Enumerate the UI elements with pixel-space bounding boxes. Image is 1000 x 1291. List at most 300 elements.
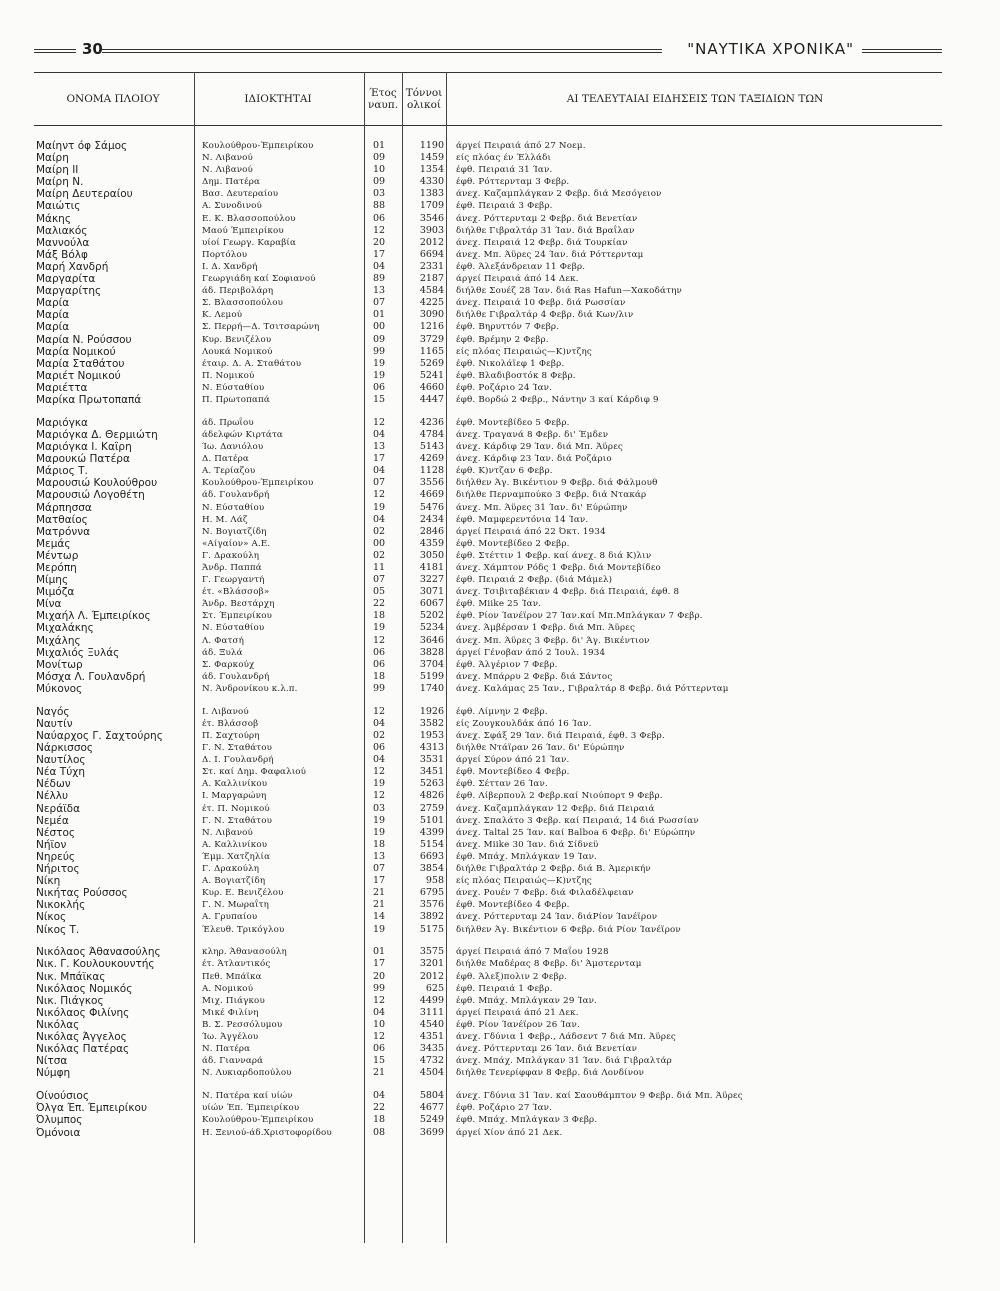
tonnage-cell: 5234 xyxy=(419,622,444,634)
ship-name-cell: Μάριος Τ. xyxy=(36,465,88,478)
tonnage-cell: 5241 xyxy=(419,369,444,381)
table-row xyxy=(34,863,942,875)
owner-cell: Ν. Λιβανού xyxy=(202,153,253,164)
latest-news-cell: άργεί Πειραιά άπό 22 Όκτ. 1934 xyxy=(456,526,606,537)
latest-news-cell: άνεχ. Μπάχ. Μπλάγκαν 31 Ίαν. διά Γιβραλτάρ xyxy=(456,1056,672,1067)
owner-cell: Ν. Πατέρα καί υίών xyxy=(202,1091,293,1102)
table-row xyxy=(34,285,942,297)
record-group xyxy=(34,140,942,406)
table-row xyxy=(34,790,942,802)
tonnage-cell: 3090 xyxy=(419,309,444,321)
build-year-cell: 07 xyxy=(372,297,386,309)
latest-news-cell: είς πλόας Πειραιώς—Κ)ντζης xyxy=(456,876,592,887)
page-number: 30 xyxy=(82,40,103,58)
table-row xyxy=(34,778,942,790)
latest-news-cell: έφθ. Μοντεβίδεο 4 Φεβρ. xyxy=(456,767,570,778)
owner-cell: υίών Έπ. Έμπειρίκου xyxy=(202,1103,300,1114)
ship-name-cell: Οίνούσιος xyxy=(36,1090,89,1103)
ship-name-cell: Νικ. Πιάγκος xyxy=(36,994,104,1007)
table-row xyxy=(34,370,942,382)
latest-news-cell: έφθ. Μοντεβίδεο 2 Φεβρ. xyxy=(456,538,570,549)
ship-name-cell: Μαρουκώ Πατέρα xyxy=(36,453,130,466)
tonnage-cell: 4359 xyxy=(419,537,444,549)
ship-name-cell: Μαρή Χανδρή xyxy=(36,260,109,273)
owner-cell: άδ. Γιανναρά xyxy=(202,1056,264,1067)
table-row xyxy=(34,1031,942,1043)
owner-cell: Η. Μ. Λάζ xyxy=(202,514,248,525)
table-row xyxy=(34,1102,942,1114)
build-year-cell: 13 xyxy=(372,850,386,862)
tonnage-cell: 3699 xyxy=(419,1126,444,1138)
table-row xyxy=(34,526,942,538)
latest-news-cell: διήλθεν Άγ. Βικέντιον 9 Φεβρ. διά Φάλμουθ xyxy=(456,478,658,489)
table-row xyxy=(34,1114,942,1126)
build-year-cell: 21 xyxy=(372,899,386,911)
owner-cell: Πεθ. Μπάϊκα xyxy=(202,971,262,982)
table-row xyxy=(34,417,942,429)
build-year-cell: 07 xyxy=(372,477,386,489)
latest-news-cell: διήλθε Γιβραλτάρ 4 Φεβρ. διά Κων/λιν xyxy=(456,310,634,321)
tonnage-cell: 4269 xyxy=(419,453,444,465)
table-row xyxy=(34,754,942,766)
tonnage-cell: 3854 xyxy=(419,863,444,875)
tonnage-cell: 5202 xyxy=(419,610,444,622)
owner-cell: άδ. Περιβολάρη xyxy=(202,286,274,297)
ship-name-cell: Νικόλας Πατέρας xyxy=(36,1043,130,1056)
latest-news-cell: έφθ. Μπάχ. Μπλάγκαν 29 Ίαν. xyxy=(456,995,598,1006)
ship-name-cell: Νικόλαος Άθανασούλης xyxy=(36,946,161,959)
owner-cell: Ε. Κ. Βλασσοπούλου xyxy=(202,213,296,224)
owner-cell: έτ. Άτλαντικός xyxy=(202,959,271,970)
table-row xyxy=(34,176,942,188)
ship-name-cell: Νικόλας xyxy=(36,1018,80,1031)
latest-news-cell: άνεχ. Καλάμας 25 Ίαν., Γιβραλτάρ 8 Φεβρ. διά Ρόττερνταμ xyxy=(456,683,729,694)
ship-name-cell: Μαρουσιώ Κουλούθρου xyxy=(36,477,158,490)
latest-news-cell: άνεχ. Taltal 25 Ίαν. καί Balboa 6 Φεβρ. δι' Εύρώπην xyxy=(456,827,696,838)
build-year-cell: 12 xyxy=(372,634,386,646)
tonnage-cell: 5199 xyxy=(419,670,444,682)
latest-news-cell: είς πλόας έν Έλλάδι xyxy=(456,153,552,164)
table-row xyxy=(34,502,942,514)
build-year-cell: 06 xyxy=(372,742,386,754)
latest-news-cell: άνεχ. Ρόττερνταμ 26 Ίαν. διά Βενετίαν xyxy=(456,1044,638,1055)
tonnage-cell: 4499 xyxy=(419,994,444,1006)
owner-cell: έτ. Βλάσσοβ xyxy=(202,718,259,729)
column-header-tonnage: Τόννοι ολικοί xyxy=(405,86,443,111)
tonnage-cell: 5175 xyxy=(419,923,444,935)
tonnage-cell: 4236 xyxy=(419,416,444,428)
owner-cell: Ίω. Άγγέλου xyxy=(202,1032,259,1043)
ship-name-cell: Νήϊον xyxy=(36,838,67,851)
build-year-cell: 19 xyxy=(372,622,386,634)
latest-news-cell: διήλθε Μαδέρας 8 Φεβρ. δι' Άμστερνταμ xyxy=(456,959,642,970)
ship-name-cell: Μύκονος xyxy=(36,682,83,695)
latest-news-cell: άνεχ. Χάμπτον Ρόδς 1 Φεβρ. διά Μοντεβίδεο xyxy=(456,562,661,573)
build-year-cell: 12 xyxy=(372,489,386,501)
owner-cell: κληρ. Άθανασούλη xyxy=(202,947,287,958)
build-year-cell: 99 xyxy=(372,345,386,357)
owner-cell: Κουλούθρου-Έμπειρίκου xyxy=(202,478,314,489)
build-year-cell: 12 xyxy=(372,416,386,428)
build-year-cell: 18 xyxy=(372,610,386,622)
latest-news-cell: έφθ. Ρόττερνταμ 3 Φεβρ. xyxy=(456,177,570,188)
table-row xyxy=(34,1019,942,1031)
latest-news-cell: έφθ. Βλαδιβοστόκ 8 Φεβρ. xyxy=(456,370,576,381)
ship-name-cell: Μάκης xyxy=(36,212,71,225)
latest-news-cell: άργεί Γένοβαν άπό 2 Ίουλ. 1934 xyxy=(456,647,606,658)
owner-cell: Γ. Γεωργαντή xyxy=(202,575,265,586)
tonnage-cell: 4181 xyxy=(419,561,444,573)
owner-cell: Δ. Πατέρα xyxy=(202,454,249,465)
owner-cell: Ι. Δ. Χανδρή xyxy=(202,261,258,272)
tonnage-cell: 6694 xyxy=(419,248,444,260)
latest-news-cell: έφθ. Ρίον Ίανέϊρον 26 Ίαν. xyxy=(456,1019,580,1030)
table-row xyxy=(34,766,942,778)
owner-cell: Α. Καλλινίκου xyxy=(202,779,268,790)
tonnage-cell: 4225 xyxy=(419,297,444,309)
tonnage-cell: 3729 xyxy=(419,333,444,345)
build-year-cell: 05 xyxy=(372,586,386,598)
header-rule-left xyxy=(34,49,76,53)
build-year-cell: 17 xyxy=(372,248,386,260)
ship-name-cell: Μαίηντ όφ Σάμος xyxy=(36,140,128,152)
latest-news-cell: έφθ. Μοντεβίδεο 4 Φεβρ. xyxy=(456,900,570,911)
build-year-cell: 04 xyxy=(372,428,386,440)
tonnage-cell: 2434 xyxy=(419,513,444,525)
build-year-cell: 19 xyxy=(372,357,386,369)
owner-cell: Η. Ξενιού-άδ.Χριστοφορίδου xyxy=(202,1127,332,1138)
table-row xyxy=(34,382,942,394)
table-row xyxy=(34,225,942,237)
build-year-cell: 04 xyxy=(372,1006,386,1018)
owner-cell: υίοί Γεωργ. Καραβία xyxy=(202,237,296,248)
ship-name-cell: Νηρεύς xyxy=(36,850,76,863)
table-row xyxy=(34,346,942,358)
build-year-cell: 04 xyxy=(372,754,386,766)
tonnage-cell: 625 xyxy=(425,982,444,994)
build-year-cell: 01 xyxy=(372,309,386,321)
tonnage-cell: 3575 xyxy=(419,946,444,958)
owner-cell: Στ. καί Δημ. Φαφαλιού xyxy=(202,767,307,778)
ship-name-cell: Νικόλαος Φιλίνης xyxy=(36,1006,130,1019)
latest-news-cell: άνεχ. Μπάρρυ 2 Φεβρ. διά Σάντος xyxy=(456,671,613,682)
owner-cell: Π. Νομικού xyxy=(202,370,255,381)
tonnage-cell: 3071 xyxy=(419,586,444,598)
owner-cell: Α. Γρυπαίου xyxy=(202,912,258,923)
ship-name-cell: Μαριόγκα Ι. Καΐρη xyxy=(36,441,132,454)
build-year-cell: 15 xyxy=(372,393,386,405)
owner-cell: άδ. Γουλανδρή xyxy=(202,490,270,501)
build-year-cell: 02 xyxy=(372,549,386,561)
tonnage-cell: 2012 xyxy=(419,236,444,248)
column-header-build-year: Έτος ναυπ. xyxy=(367,86,399,111)
build-year-cell: 13 xyxy=(372,441,386,453)
table-row xyxy=(34,273,942,285)
table-row xyxy=(34,1127,942,1139)
tonnage-cell: 6693 xyxy=(419,850,444,862)
latest-news-cell: άνεχ. Μπ. Άϋρες 3 Φεβρ. δι' Άγ. Βικέντιον xyxy=(456,635,650,646)
column-header-ship-name: ΟΝΟΜΑ ΠΛΟΙΟΥ xyxy=(66,92,160,105)
build-year-cell: 04 xyxy=(372,717,386,729)
tonnage-cell: 3646 xyxy=(419,634,444,646)
table-row xyxy=(34,958,942,970)
owner-cell: Ν. Εύσταθίου xyxy=(202,382,265,393)
latest-news-cell: έφθ. Λίμνην 2 Φεβρ. xyxy=(456,706,548,717)
table-row xyxy=(34,249,942,261)
build-year-cell: 21 xyxy=(372,1067,386,1079)
tonnage-cell: 5143 xyxy=(419,441,444,453)
owner-cell: Π. Σαχτούρη xyxy=(202,731,260,741)
table-row xyxy=(34,1067,942,1079)
table-row xyxy=(34,995,942,1007)
build-year-cell: 12 xyxy=(372,1031,386,1043)
tonnage-cell: 1459 xyxy=(419,152,444,164)
owner-cell: άδ. Γουλανδρή xyxy=(202,671,270,682)
table-row xyxy=(34,622,942,634)
owner-cell: Δ. Ι. Γουλανδρή xyxy=(202,755,274,766)
tonnage-cell: 3201 xyxy=(419,958,444,970)
ship-name-cell: Νικ. Μπάϊκας xyxy=(36,970,106,983)
ship-name-cell: Μιμόζα xyxy=(36,586,75,599)
ship-name-cell: Μαριόγκα Δ. Θερμιώτη xyxy=(36,428,158,441)
tonnage-cell: 958 xyxy=(425,875,444,887)
build-year-cell: 00 xyxy=(372,537,386,549)
build-year-cell: 02 xyxy=(372,525,386,537)
table-row xyxy=(34,730,942,742)
tonnage-cell: 3111 xyxy=(419,1006,444,1018)
tonnage-cell: 3451 xyxy=(419,766,444,778)
build-year-cell: 19 xyxy=(372,814,386,826)
ship-records-table xyxy=(34,140,942,1149)
table-row xyxy=(34,140,942,152)
tonnage-cell: 5154 xyxy=(419,838,444,850)
table-row xyxy=(34,718,942,730)
table-row xyxy=(34,610,942,622)
latest-news-cell: έφθ. Μαμφερεντόνια 14 Ίαν. xyxy=(456,514,589,525)
build-year-cell: 02 xyxy=(372,730,386,741)
tonnage-cell: 5804 xyxy=(419,1090,444,1102)
ship-name-cell: Μάρπησσα xyxy=(36,501,92,514)
owner-cell: Ι. Λιβανού xyxy=(202,706,249,717)
ship-name-cell: Νικήτας Ρούσσος xyxy=(36,887,128,900)
tonnage-cell: 1165 xyxy=(419,345,444,357)
table-row xyxy=(34,1055,942,1067)
build-year-cell: 18 xyxy=(372,670,386,682)
owner-cell: Κουλούθρου-Έμπειρίκου xyxy=(202,141,314,151)
table-row xyxy=(34,309,942,321)
ship-name-cell: Νάρκισσος xyxy=(36,742,94,755)
header-rule-middle xyxy=(102,49,662,53)
latest-news-cell: έφθ. Miike 25 Ίαν. xyxy=(456,599,542,610)
ship-name-cell: Νήριτος xyxy=(36,863,80,876)
ship-name-cell: Μαργαρίτης xyxy=(36,285,102,298)
table-row xyxy=(34,598,942,610)
build-year-cell: 06 xyxy=(372,1043,386,1055)
latest-news-cell: είς πλόας Πειραιώς—Κ)ντζης xyxy=(456,346,592,357)
table-row xyxy=(34,394,942,406)
tonnage-cell: 1216 xyxy=(419,321,444,333)
latest-news-cell: έφθ. Μπάχ. Μπλάγκαν 19 Ίαν. xyxy=(456,851,598,862)
tonnage-cell: 4399 xyxy=(419,826,444,838)
owner-cell: Μαού Έμπειρίκου xyxy=(202,225,284,236)
ship-name-cell: Μαρία Νομικού xyxy=(36,345,116,358)
owner-cell: Μιχ. Πιάγκου xyxy=(202,995,265,1006)
tonnage-cell: 1926 xyxy=(419,705,444,717)
table-row xyxy=(34,706,942,718)
latest-news-cell: άνεχ. Κάρδιφ 23 Ίαν. διά Ροζάριο xyxy=(456,454,612,465)
table-row xyxy=(34,899,942,911)
owner-cell: Κουλούθρου-Έμπειρίκου xyxy=(202,1115,314,1126)
ship-name-cell: Μονίτωρ xyxy=(36,658,83,671)
ship-name-cell: Όμόνοια xyxy=(36,1126,81,1139)
owner-cell: Λουκά Νομικού xyxy=(202,346,273,357)
build-year-cell: 19 xyxy=(372,778,386,790)
tonnage-cell: 3227 xyxy=(419,574,444,586)
latest-news-cell: έφθ. Σέτταν 26 Ίαν. xyxy=(456,779,548,790)
ship-name-cell: Μαρία Ν. Ρούσσου xyxy=(36,333,132,346)
latest-news-cell: διήλθε Γιβραλτάρ 2 Φεβρ. διά Β. Άμερικήν xyxy=(456,864,651,875)
table-row xyxy=(34,911,942,923)
build-year-cell: 18 xyxy=(372,838,386,850)
table-row xyxy=(34,574,942,586)
latest-news-cell: άνεχ. Κάρδιφ 29 Ίαν. διά Μπ. Άϋρες xyxy=(456,442,623,453)
ship-name-cell: Νικοκλής xyxy=(36,899,86,912)
table-row xyxy=(34,647,942,659)
owner-cell: άδελφών Κιρτάτα xyxy=(202,429,283,440)
owner-cell: Α. Συνοδινού xyxy=(202,201,262,212)
latest-news-cell: άνεχ. Μπ. Άϋρες 31 Ίαν. δι' Εύρώπην xyxy=(456,502,628,513)
build-year-cell: 01 xyxy=(372,140,386,151)
ship-name-cell: Μιχάλης xyxy=(36,634,81,647)
ship-name-cell: Μιχαλάκης xyxy=(36,622,94,635)
ship-name-cell: Νεμέα xyxy=(36,814,69,827)
build-year-cell: 15 xyxy=(372,1055,386,1067)
tonnage-cell: 4784 xyxy=(419,428,444,440)
latest-news-cell: έφθ. Πειραιά 2 Φεβρ. (διά Μάμελ) xyxy=(456,575,613,586)
header-rule-right xyxy=(862,49,942,53)
ship-name-cell: Νέδων xyxy=(36,778,71,791)
latest-news-cell: άργεί Πειραιά άπό 14 Δεκ. xyxy=(456,274,579,285)
latest-news-cell: διήλθεν Άγ. Βικέντιον 6 Φεβρ. διά Ρίον Ίανέϊρον xyxy=(456,924,681,935)
ship-name-cell: Μαρία Σταθάτου xyxy=(36,357,125,370)
ship-name-cell: Όλγα Έπ. Έμπειρίκου xyxy=(36,1102,148,1115)
build-year-cell: 06 xyxy=(372,646,386,658)
ship-name-cell: Νέστος xyxy=(36,826,76,839)
ship-name-cell: Μαριέτ Νομικού xyxy=(36,369,121,382)
table-row xyxy=(34,441,942,453)
table-header xyxy=(34,72,942,126)
build-year-cell: 19 xyxy=(372,826,386,838)
ship-name-cell: Μαίρη xyxy=(36,152,69,165)
table-row xyxy=(34,152,942,164)
table-row xyxy=(34,946,942,958)
tonnage-cell: 4351 xyxy=(419,1031,444,1043)
owner-cell: Ν. Λιβανού xyxy=(202,165,253,176)
tonnage-cell: 3546 xyxy=(419,212,444,224)
table-row xyxy=(34,453,942,465)
build-year-cell: 00 xyxy=(372,321,386,333)
owner-cell: «Αίγαίον» Α.Ε. xyxy=(202,538,271,549)
table-row xyxy=(34,465,942,477)
table-row xyxy=(34,742,942,754)
ship-name-cell: Μόσχα Λ. Γουλανδρή xyxy=(36,670,146,683)
ship-name-cell: Μαρία xyxy=(36,297,70,310)
build-year-cell: 06 xyxy=(372,381,386,393)
latest-news-cell: έφθ. Βορδώ 2 Φεβρ., Νάντην 3 καί Κάρδιφ 9 xyxy=(456,394,659,405)
build-year-cell: 22 xyxy=(372,598,386,610)
column-header-latest-news: ΑΙ ΤΕΛΕΥΤΑΙΑΙ ΕΙΔΗΣΕΙΣ ΤΩΝ ΤΑΞΙΔΙΩΝ ΤΩΝ xyxy=(566,92,824,105)
tonnage-cell: 2331 xyxy=(419,260,444,272)
journal-title: "ΝΑΥΤΙΚΑ ΧΡΟΝΙΚΑ" xyxy=(687,40,854,58)
build-year-cell: 10 xyxy=(372,164,386,176)
tonnage-cell: 3531 xyxy=(419,754,444,766)
table-row xyxy=(34,839,942,851)
ship-name-cell: Νικόλας Άγγελος xyxy=(36,1031,127,1044)
latest-news-cell: άργεί Πειραιά άπό 7 Μαΐου 1928 xyxy=(456,947,609,958)
table-row xyxy=(34,261,942,273)
latest-news-cell: άνεχ. Άμβέρσαν 1 Φεβρ. διά Μπ. Άϋρες xyxy=(456,623,636,634)
owner-cell: Πορτόλου xyxy=(202,249,248,260)
tonnage-cell: 2846 xyxy=(419,525,444,537)
build-year-cell: 19 xyxy=(372,369,386,381)
table-row xyxy=(34,489,942,501)
build-year-cell: 17 xyxy=(372,453,386,465)
ship-name-cell: Νικόλαος Νομικός xyxy=(36,982,133,995)
owner-cell: Ν. Εύσταθίου xyxy=(202,623,265,634)
tonnage-cell: 3903 xyxy=(419,224,444,236)
ship-name-cell: Ναύαρχος Γ. Σαχτούρης xyxy=(36,730,163,742)
ship-name-cell: Μαργαρίτα xyxy=(36,273,96,286)
owner-cell: Α. Νομικού xyxy=(202,983,254,994)
latest-news-cell: άνεχ. Καζαμπλάγκαν 12 Φεβρ. διά Πειραιά xyxy=(456,803,655,814)
tonnage-cell: 3050 xyxy=(419,549,444,561)
tonnage-cell: 3704 xyxy=(419,658,444,670)
tonnage-cell: 4732 xyxy=(419,1055,444,1067)
latest-news-cell: άνεχ. Καζαμπλάγκαν 2 Φεβρ. διά Μεσόγειον xyxy=(456,189,662,200)
owner-cell: έτ. Π. Νομικού xyxy=(202,803,270,814)
ship-name-cell: Νέλλυ xyxy=(36,790,69,803)
owner-cell: άδ. Ξυλά xyxy=(202,647,243,658)
latest-news-cell: έφθ. Νικολάϊεφ 1 Φεβρ. xyxy=(456,358,565,369)
tonnage-cell: 3828 xyxy=(419,646,444,658)
build-year-cell: 21 xyxy=(372,887,386,899)
latest-news-cell: άνεχ. Σπαλάτο 3 Φεβρ. καί Πειραιά, 14 διά Ρωσσίαν xyxy=(456,815,699,826)
owner-cell: έτ. «Βλάσσοβ» xyxy=(202,587,270,598)
build-year-cell: 17 xyxy=(372,875,386,887)
latest-news-cell: έφθ. Άλεξάνδρειαν 11 Φεβρ. xyxy=(456,261,586,272)
table-row xyxy=(34,671,942,683)
latest-news-cell: άνεχ. Ρόττερνταμ 24 Ίαν. διάΡίον Ίανέϊρον xyxy=(456,912,658,923)
owner-cell: Ν. Λιβανού xyxy=(202,827,253,838)
owner-cell: Έλευθ. Τρικόγλου xyxy=(202,924,285,935)
tonnage-cell: 3435 xyxy=(419,1043,444,1055)
build-year-cell: 04 xyxy=(372,1090,386,1102)
tonnage-cell: 6795 xyxy=(419,887,444,899)
latest-news-cell: άνεχ. Πειραιά 12 Φεβρ. διά Τουρκίαν xyxy=(456,237,628,248)
ship-name-cell: Νίκος xyxy=(36,911,67,924)
owner-cell: έταιρ. Δ. Α. Σταθάτου xyxy=(202,358,302,369)
ship-name-cell: Νεράϊδα xyxy=(36,802,81,815)
ship-name-cell: Ματθαίος xyxy=(36,513,88,526)
ship-name-cell: Μεμάς xyxy=(36,537,71,550)
table-row xyxy=(34,514,942,526)
build-year-cell: 04 xyxy=(372,260,386,272)
ship-name-cell: Μαιώτις xyxy=(36,200,81,213)
build-year-cell: 19 xyxy=(372,501,386,513)
build-year-cell: 11 xyxy=(372,561,386,573)
tonnage-cell: 4540 xyxy=(419,1018,444,1030)
build-year-cell: 06 xyxy=(372,212,386,224)
